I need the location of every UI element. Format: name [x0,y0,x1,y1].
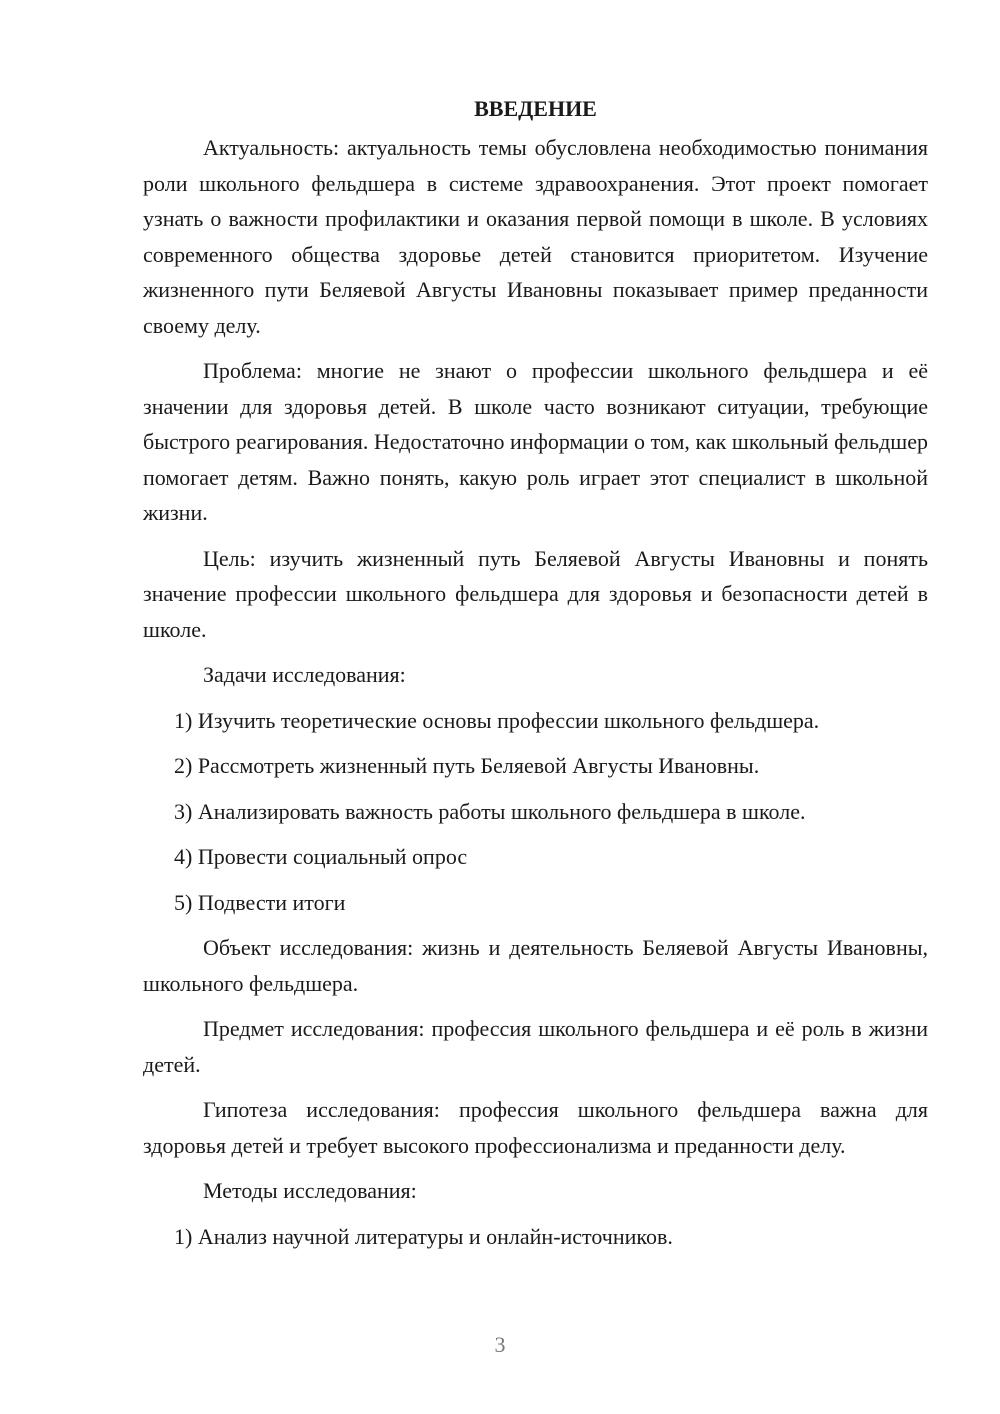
document-page [143,94,928,1254]
tasks-heading: Задачи исследования: [203,662,406,687]
page-title: ВВЕДЕНИЕ [474,96,597,121]
page-number: 3 [494,1332,506,1357]
relevance-paragraph: Актуальность: актуальность темы обусловлена необходимостью понимания роли школьного фельдшера в системе здравоохранения. Этот проект помогает узнать о важности профилактики и оказания первой помощи в школе. В условиях современного общества здоровье детей становится приоритетом. Изучение жизненного пути Беляевой Августы Ивановны показывает пример преданности своему делу. [143,135,928,338]
task-item: 2) Рассмотреть жизненный путь Беляевой Августы Ивановны. [174,753,760,778]
task-item: 3) Анализировать важность работы школьного фельдшера в школе. [174,798,806,824]
methods-heading: Методы исследования: [203,1178,417,1203]
hypothesis-paragraph: Гипотеза исследования: профессия школьного фельдшера важна для здоровья детей и требует высокого профессионализма и преданности делу. [143,1097,928,1158]
object-paragraph: Объект исследования: жизнь и деятельность Беляевой Августы Ивановны, школьного фельдшера. [143,935,928,996]
task-item: 1) Изучить теоретические основы профессии школьного фельдшера. [174,707,820,733]
method-item: 1) Анализ научной литературы и онлайн-источников. [174,1223,673,1249]
task-item: 5) Подвести итоги [174,889,346,915]
subject-paragraph: Предмет исследования: профессия школьного фельдшера и её роль в жизни детей. [143,1016,928,1077]
problem-paragraph: Проблема: многие не знают о профессии школьного фельдшера и её значении для здоровья детей. В школе часто возникают ситуации, требующие быстрого реагирования. Недостаточно информации о том, как школьный фельдшер помогает детям. Важно понять, какую роль играет этот специалист в школьной жизни. [143,358,928,525]
goal-paragraph: Цель: изучить жизненный путь Беляевой Августы Ивановны и понять значение профессии школьного фельдшера для здоровья и безопасности детей в школе. [143,545,928,642]
task-item: 4) Провести социальный опрос [174,844,468,869]
